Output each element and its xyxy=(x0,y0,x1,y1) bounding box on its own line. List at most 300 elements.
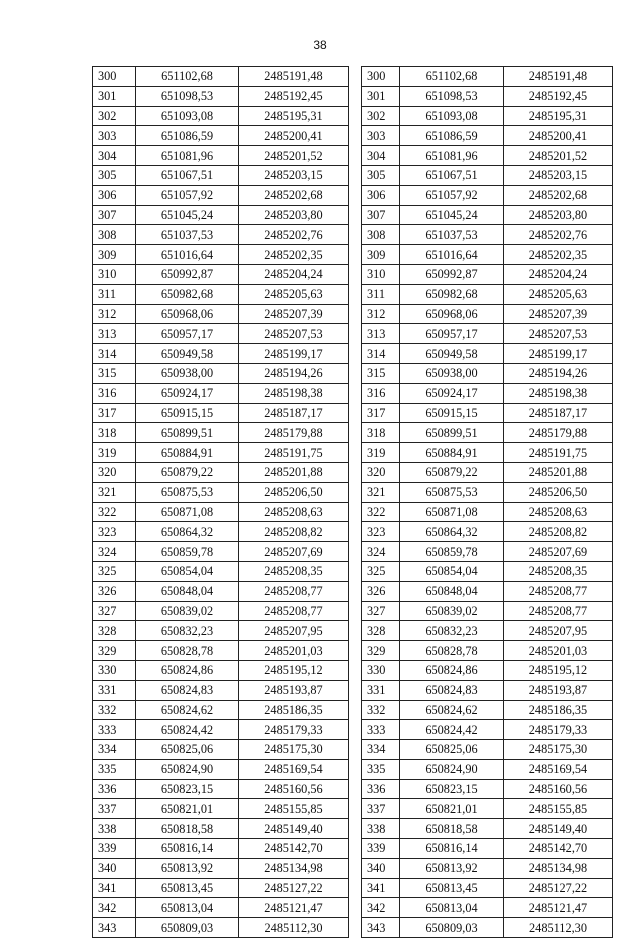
x-coordinate-cell: 650839,02 xyxy=(400,601,504,621)
x-coordinate-cell: 650992,87 xyxy=(136,264,239,284)
y-coordinate-cell: 2485175,30 xyxy=(239,740,349,760)
table-row xyxy=(362,324,613,344)
y-coordinate-cell: 2485193,87 xyxy=(239,680,349,700)
table-row xyxy=(93,423,349,443)
x-coordinate-cell: 650915,15 xyxy=(136,403,239,423)
table-row xyxy=(93,799,349,819)
y-coordinate-cell: 2485187,17 xyxy=(504,403,613,423)
y-coordinate-cell: 2485191,48 xyxy=(239,67,349,87)
x-coordinate-cell: 650879,22 xyxy=(400,462,504,482)
y-coordinate-cell: 2485208,82 xyxy=(239,522,349,542)
x-coordinate-cell: 651045,24 xyxy=(400,205,504,225)
y-coordinate-cell: 2485202,68 xyxy=(504,185,613,205)
point-number-cell: 318 xyxy=(93,423,136,443)
y-coordinate-cell: 2485142,70 xyxy=(504,839,613,859)
y-coordinate-cell: 2485206,50 xyxy=(239,482,349,502)
point-number-cell: 337 xyxy=(93,799,136,819)
y-coordinate-cell: 2485201,88 xyxy=(239,462,349,482)
y-coordinate-cell: 2485204,24 xyxy=(239,264,349,284)
y-coordinate-cell: 2485195,12 xyxy=(504,660,613,680)
y-coordinate-cell: 2485149,40 xyxy=(239,819,349,839)
table-row xyxy=(93,324,349,344)
y-coordinate-cell: 2485179,33 xyxy=(239,720,349,740)
point-number-cell: 335 xyxy=(362,759,400,779)
table-row xyxy=(93,482,349,502)
point-number-cell: 316 xyxy=(362,383,400,403)
point-number-cell: 340 xyxy=(93,858,136,878)
point-number-cell: 305 xyxy=(362,165,400,185)
table-row xyxy=(362,185,613,205)
y-coordinate-cell: 2485207,95 xyxy=(239,621,349,641)
table-row xyxy=(93,700,349,720)
point-number-cell: 306 xyxy=(93,185,136,205)
y-coordinate-cell: 2485200,41 xyxy=(504,126,613,146)
y-coordinate-cell: 2485191,48 xyxy=(504,67,613,87)
table-row xyxy=(93,621,349,641)
point-number-cell: 322 xyxy=(93,502,136,522)
table-row xyxy=(362,264,613,284)
y-coordinate-cell: 2485208,77 xyxy=(239,601,349,621)
x-coordinate-cell: 651093,08 xyxy=(136,106,239,126)
table-row xyxy=(93,680,349,700)
table-row xyxy=(93,106,349,126)
y-coordinate-cell: 2485208,77 xyxy=(504,581,613,601)
x-coordinate-cell: 651057,92 xyxy=(136,185,239,205)
y-coordinate-cell: 2485195,31 xyxy=(239,106,349,126)
y-coordinate-cell: 2485207,53 xyxy=(239,324,349,344)
x-coordinate-cell: 650824,86 xyxy=(400,660,504,680)
y-coordinate-cell: 2485199,17 xyxy=(504,344,613,364)
y-coordinate-cell: 2485191,75 xyxy=(239,443,349,463)
x-coordinate-cell: 650848,04 xyxy=(136,581,239,601)
point-number-cell: 338 xyxy=(93,819,136,839)
table-row xyxy=(362,621,613,641)
x-coordinate-cell: 650823,15 xyxy=(400,779,504,799)
point-number-cell: 338 xyxy=(362,819,400,839)
y-coordinate-cell: 2485208,77 xyxy=(504,601,613,621)
point-number-cell: 323 xyxy=(93,522,136,542)
table-row xyxy=(93,720,349,740)
y-coordinate-cell: 2485194,26 xyxy=(504,363,613,383)
table-row xyxy=(362,344,613,364)
y-coordinate-cell: 2485149,40 xyxy=(504,819,613,839)
point-number-cell: 308 xyxy=(93,225,136,245)
y-coordinate-cell: 2485192,45 xyxy=(504,86,613,106)
point-number-cell: 319 xyxy=(93,443,136,463)
y-coordinate-cell: 2485127,22 xyxy=(239,878,349,898)
table-row xyxy=(93,581,349,601)
y-coordinate-cell: 2485208,35 xyxy=(504,561,613,581)
x-coordinate-cell: 651016,64 xyxy=(136,245,239,265)
table-row xyxy=(362,561,613,581)
point-number-cell: 323 xyxy=(362,522,400,542)
table-row xyxy=(93,898,349,918)
x-coordinate-cell: 650949,58 xyxy=(400,344,504,364)
table-row xyxy=(93,205,349,225)
table-row xyxy=(93,759,349,779)
x-coordinate-cell: 650832,23 xyxy=(136,621,239,641)
point-number-cell: 311 xyxy=(93,284,136,304)
table-row xyxy=(93,383,349,403)
point-number-cell: 301 xyxy=(362,86,400,106)
y-coordinate-cell: 2485208,63 xyxy=(504,502,613,522)
point-number-cell: 332 xyxy=(362,700,400,720)
point-number-cell: 327 xyxy=(362,601,400,621)
point-number-cell: 334 xyxy=(362,740,400,760)
y-coordinate-cell: 2485169,54 xyxy=(504,759,613,779)
y-coordinate-cell: 2485112,30 xyxy=(239,918,349,938)
x-coordinate-cell: 651016,64 xyxy=(400,245,504,265)
point-number-cell: 310 xyxy=(362,264,400,284)
x-coordinate-cell: 650813,04 xyxy=(400,898,504,918)
y-coordinate-cell: 2485203,15 xyxy=(504,165,613,185)
x-coordinate-cell: 650816,14 xyxy=(136,839,239,859)
point-number-cell: 329 xyxy=(362,641,400,661)
x-coordinate-cell: 650854,04 xyxy=(136,561,239,581)
point-number-cell: 309 xyxy=(362,245,400,265)
point-number-cell: 306 xyxy=(362,185,400,205)
point-number-cell: 343 xyxy=(362,918,400,938)
table-row xyxy=(93,819,349,839)
point-number-cell: 339 xyxy=(362,839,400,859)
table-row xyxy=(362,660,613,680)
y-coordinate-cell: 2485134,98 xyxy=(504,858,613,878)
table-row xyxy=(93,839,349,859)
x-coordinate-cell: 651098,53 xyxy=(136,86,239,106)
point-number-cell: 335 xyxy=(93,759,136,779)
coordinates-table-left xyxy=(92,66,349,938)
x-coordinate-cell: 650813,92 xyxy=(136,858,239,878)
table-row xyxy=(93,660,349,680)
table-row xyxy=(362,799,613,819)
table-row xyxy=(362,700,613,720)
table-row xyxy=(93,522,349,542)
y-coordinate-cell: 2485155,85 xyxy=(239,799,349,819)
x-coordinate-cell: 650818,58 xyxy=(136,819,239,839)
table-row xyxy=(362,759,613,779)
x-coordinate-cell: 650871,08 xyxy=(136,502,239,522)
point-number-cell: 304 xyxy=(93,146,136,166)
y-coordinate-cell: 2485206,50 xyxy=(504,482,613,502)
table-row xyxy=(362,878,613,898)
x-coordinate-cell: 650884,91 xyxy=(136,443,239,463)
coordinates-table-right xyxy=(361,66,613,938)
point-number-cell: 333 xyxy=(93,720,136,740)
point-number-cell: 302 xyxy=(93,106,136,126)
y-coordinate-cell: 2485199,17 xyxy=(239,344,349,364)
table-row xyxy=(362,898,613,918)
table-row xyxy=(362,858,613,878)
y-coordinate-cell: 2485121,47 xyxy=(504,898,613,918)
x-coordinate-cell: 650957,17 xyxy=(400,324,504,344)
y-coordinate-cell: 2485201,88 xyxy=(504,462,613,482)
point-number-cell: 321 xyxy=(362,482,400,502)
x-coordinate-cell: 650824,83 xyxy=(136,680,239,700)
y-coordinate-cell: 2485203,80 xyxy=(239,205,349,225)
point-number-cell: 330 xyxy=(93,660,136,680)
x-coordinate-cell: 650859,78 xyxy=(136,542,239,562)
y-coordinate-cell: 2485179,88 xyxy=(504,423,613,443)
x-coordinate-cell: 650884,91 xyxy=(400,443,504,463)
x-coordinate-cell: 650938,00 xyxy=(136,363,239,383)
x-coordinate-cell: 651067,51 xyxy=(136,165,239,185)
y-coordinate-cell: 2485169,54 xyxy=(239,759,349,779)
x-coordinate-cell: 650854,04 xyxy=(400,561,504,581)
page-number: 38 xyxy=(313,38,327,52)
point-number-cell: 328 xyxy=(362,621,400,641)
table-row xyxy=(362,126,613,146)
point-number-cell: 314 xyxy=(362,344,400,364)
point-number-cell: 326 xyxy=(362,581,400,601)
y-coordinate-cell: 2485202,35 xyxy=(239,245,349,265)
y-coordinate-cell: 2485179,33 xyxy=(504,720,613,740)
table-row xyxy=(362,522,613,542)
point-number-cell: 317 xyxy=(93,403,136,423)
x-coordinate-cell: 651067,51 xyxy=(400,165,504,185)
point-number-cell: 312 xyxy=(93,304,136,324)
table-row xyxy=(362,839,613,859)
point-number-cell: 333 xyxy=(362,720,400,740)
x-coordinate-cell: 650821,01 xyxy=(136,799,239,819)
y-coordinate-cell: 2485195,12 xyxy=(239,660,349,680)
point-number-cell: 307 xyxy=(93,205,136,225)
x-coordinate-cell: 650957,17 xyxy=(136,324,239,344)
point-number-cell: 329 xyxy=(93,641,136,661)
x-coordinate-cell: 651102,68 xyxy=(136,67,239,87)
y-coordinate-cell: 2485191,75 xyxy=(504,443,613,463)
x-coordinate-cell: 650813,04 xyxy=(136,898,239,918)
x-coordinate-cell: 650924,17 xyxy=(400,383,504,403)
point-number-cell: 320 xyxy=(93,462,136,482)
x-coordinate-cell: 650924,17 xyxy=(136,383,239,403)
x-coordinate-cell: 650864,32 xyxy=(400,522,504,542)
y-coordinate-cell: 2485201,03 xyxy=(239,641,349,661)
y-coordinate-cell: 2485204,24 xyxy=(504,264,613,284)
x-coordinate-cell: 650982,68 xyxy=(136,284,239,304)
point-number-cell: 341 xyxy=(93,878,136,898)
table-row xyxy=(93,185,349,205)
point-number-cell: 310 xyxy=(93,264,136,284)
x-coordinate-cell: 650813,92 xyxy=(400,858,504,878)
table-row xyxy=(362,403,613,423)
x-coordinate-cell: 650938,00 xyxy=(400,363,504,383)
x-coordinate-cell: 650809,03 xyxy=(400,918,504,938)
y-coordinate-cell: 2485187,17 xyxy=(239,403,349,423)
y-coordinate-cell: 2485201,52 xyxy=(239,146,349,166)
x-coordinate-cell: 650832,23 xyxy=(400,621,504,641)
point-number-cell: 305 xyxy=(93,165,136,185)
point-number-cell: 331 xyxy=(93,680,136,700)
y-coordinate-cell: 2485201,03 xyxy=(504,641,613,661)
point-number-cell: 311 xyxy=(362,284,400,304)
table-row xyxy=(93,918,349,938)
coordinates-table-left-body xyxy=(93,67,349,938)
y-coordinate-cell: 2485195,31 xyxy=(504,106,613,126)
point-number-cell: 316 xyxy=(93,383,136,403)
x-coordinate-cell: 651098,53 xyxy=(400,86,504,106)
table-row xyxy=(362,146,613,166)
point-number-cell: 318 xyxy=(362,423,400,443)
point-number-cell: 325 xyxy=(362,561,400,581)
point-number-cell: 304 xyxy=(362,146,400,166)
table-row xyxy=(93,403,349,423)
x-coordinate-cell: 650813,45 xyxy=(400,878,504,898)
y-coordinate-cell: 2485121,47 xyxy=(239,898,349,918)
y-coordinate-cell: 2485207,69 xyxy=(504,542,613,562)
y-coordinate-cell: 2485112,30 xyxy=(504,918,613,938)
table-row xyxy=(93,443,349,463)
table-row xyxy=(93,779,349,799)
point-number-cell: 321 xyxy=(93,482,136,502)
table-row xyxy=(362,581,613,601)
point-number-cell: 317 xyxy=(362,403,400,423)
point-number-cell: 322 xyxy=(362,502,400,522)
table-row xyxy=(362,502,613,522)
x-coordinate-cell: 650949,58 xyxy=(136,344,239,364)
point-number-cell: 303 xyxy=(362,126,400,146)
table-row xyxy=(362,641,613,661)
point-number-cell: 300 xyxy=(93,67,136,87)
x-coordinate-cell: 651081,96 xyxy=(136,146,239,166)
point-number-cell: 309 xyxy=(93,245,136,265)
x-coordinate-cell: 650824,42 xyxy=(400,720,504,740)
point-number-cell: 301 xyxy=(93,86,136,106)
y-coordinate-cell: 2485142,70 xyxy=(239,839,349,859)
table-row xyxy=(362,443,613,463)
table-row xyxy=(362,106,613,126)
point-number-cell: 308 xyxy=(362,225,400,245)
x-coordinate-cell: 650915,15 xyxy=(400,403,504,423)
y-coordinate-cell: 2485192,45 xyxy=(239,86,349,106)
y-coordinate-cell: 2485186,35 xyxy=(239,700,349,720)
point-number-cell: 328 xyxy=(93,621,136,641)
point-number-cell: 343 xyxy=(93,918,136,938)
x-coordinate-cell: 650848,04 xyxy=(400,581,504,601)
y-coordinate-cell: 2485208,77 xyxy=(239,581,349,601)
table-row xyxy=(362,482,613,502)
table-row xyxy=(93,165,349,185)
table-row xyxy=(362,680,613,700)
point-number-cell: 327 xyxy=(93,601,136,621)
table-row xyxy=(93,740,349,760)
x-coordinate-cell: 650828,78 xyxy=(136,641,239,661)
x-coordinate-cell: 650825,06 xyxy=(400,740,504,760)
x-coordinate-cell: 651057,92 xyxy=(400,185,504,205)
y-coordinate-cell: 2485198,38 xyxy=(239,383,349,403)
table-row xyxy=(362,284,613,304)
x-coordinate-cell: 650992,87 xyxy=(400,264,504,284)
y-coordinate-cell: 2485208,63 xyxy=(239,502,349,522)
point-number-cell: 332 xyxy=(93,700,136,720)
point-number-cell: 324 xyxy=(93,542,136,562)
point-number-cell: 320 xyxy=(362,462,400,482)
table-row xyxy=(93,641,349,661)
x-coordinate-cell: 650859,78 xyxy=(400,542,504,562)
table-row xyxy=(362,423,613,443)
y-coordinate-cell: 2485208,82 xyxy=(504,522,613,542)
x-coordinate-cell: 650824,42 xyxy=(136,720,239,740)
y-coordinate-cell: 2485202,76 xyxy=(504,225,613,245)
point-number-cell: 313 xyxy=(362,324,400,344)
x-coordinate-cell: 651037,53 xyxy=(136,225,239,245)
table-row xyxy=(362,245,613,265)
point-number-cell: 313 xyxy=(93,324,136,344)
point-number-cell: 342 xyxy=(93,898,136,918)
y-coordinate-cell: 2485194,26 xyxy=(239,363,349,383)
x-coordinate-cell: 650968,06 xyxy=(400,304,504,324)
table-row xyxy=(93,878,349,898)
point-number-cell: 334 xyxy=(93,740,136,760)
x-coordinate-cell: 650824,62 xyxy=(136,700,239,720)
table-row xyxy=(362,165,613,185)
table-row xyxy=(362,601,613,621)
x-coordinate-cell: 650813,45 xyxy=(136,878,239,898)
x-coordinate-cell: 650899,51 xyxy=(400,423,504,443)
x-coordinate-cell: 650968,06 xyxy=(136,304,239,324)
x-coordinate-cell: 651093,08 xyxy=(400,106,504,126)
table-row xyxy=(93,264,349,284)
x-coordinate-cell: 651086,59 xyxy=(136,126,239,146)
y-coordinate-cell: 2485207,53 xyxy=(504,324,613,344)
x-coordinate-cell: 651037,53 xyxy=(400,225,504,245)
x-coordinate-cell: 650899,51 xyxy=(136,423,239,443)
y-coordinate-cell: 2485186,35 xyxy=(504,700,613,720)
y-coordinate-cell: 2485202,68 xyxy=(239,185,349,205)
x-coordinate-cell: 650982,68 xyxy=(400,284,504,304)
x-coordinate-cell: 650824,83 xyxy=(400,680,504,700)
table-row xyxy=(362,462,613,482)
table-row xyxy=(93,225,349,245)
point-number-cell: 336 xyxy=(93,779,136,799)
point-number-cell: 302 xyxy=(362,106,400,126)
y-coordinate-cell: 2485175,30 xyxy=(504,740,613,760)
y-coordinate-cell: 2485134,98 xyxy=(239,858,349,878)
x-coordinate-cell: 650875,53 xyxy=(400,482,504,502)
table-row xyxy=(93,462,349,482)
y-coordinate-cell: 2485179,88 xyxy=(239,423,349,443)
point-number-cell: 315 xyxy=(93,363,136,383)
point-number-cell: 340 xyxy=(362,858,400,878)
table-row xyxy=(93,344,349,364)
table-row xyxy=(93,304,349,324)
point-number-cell: 314 xyxy=(93,344,136,364)
point-number-cell: 325 xyxy=(93,561,136,581)
y-coordinate-cell: 2485200,41 xyxy=(239,126,349,146)
table-row xyxy=(362,740,613,760)
y-coordinate-cell: 2485127,22 xyxy=(504,878,613,898)
y-coordinate-cell: 2485202,35 xyxy=(504,245,613,265)
table-row xyxy=(93,245,349,265)
point-number-cell: 303 xyxy=(93,126,136,146)
x-coordinate-cell: 650824,62 xyxy=(400,700,504,720)
y-coordinate-cell: 2485207,39 xyxy=(504,304,613,324)
y-coordinate-cell: 2485207,95 xyxy=(504,621,613,641)
point-number-cell: 319 xyxy=(362,443,400,463)
table-row xyxy=(362,383,613,403)
table-row xyxy=(93,502,349,522)
x-coordinate-cell: 651102,68 xyxy=(400,67,504,87)
point-number-cell: 342 xyxy=(362,898,400,918)
table-row xyxy=(362,225,613,245)
table-row xyxy=(362,720,613,740)
point-number-cell: 337 xyxy=(362,799,400,819)
point-number-cell: 324 xyxy=(362,542,400,562)
y-coordinate-cell: 2485193,87 xyxy=(504,680,613,700)
table-row xyxy=(362,205,613,225)
table-row xyxy=(362,819,613,839)
table-row xyxy=(93,601,349,621)
table-row xyxy=(93,67,349,87)
